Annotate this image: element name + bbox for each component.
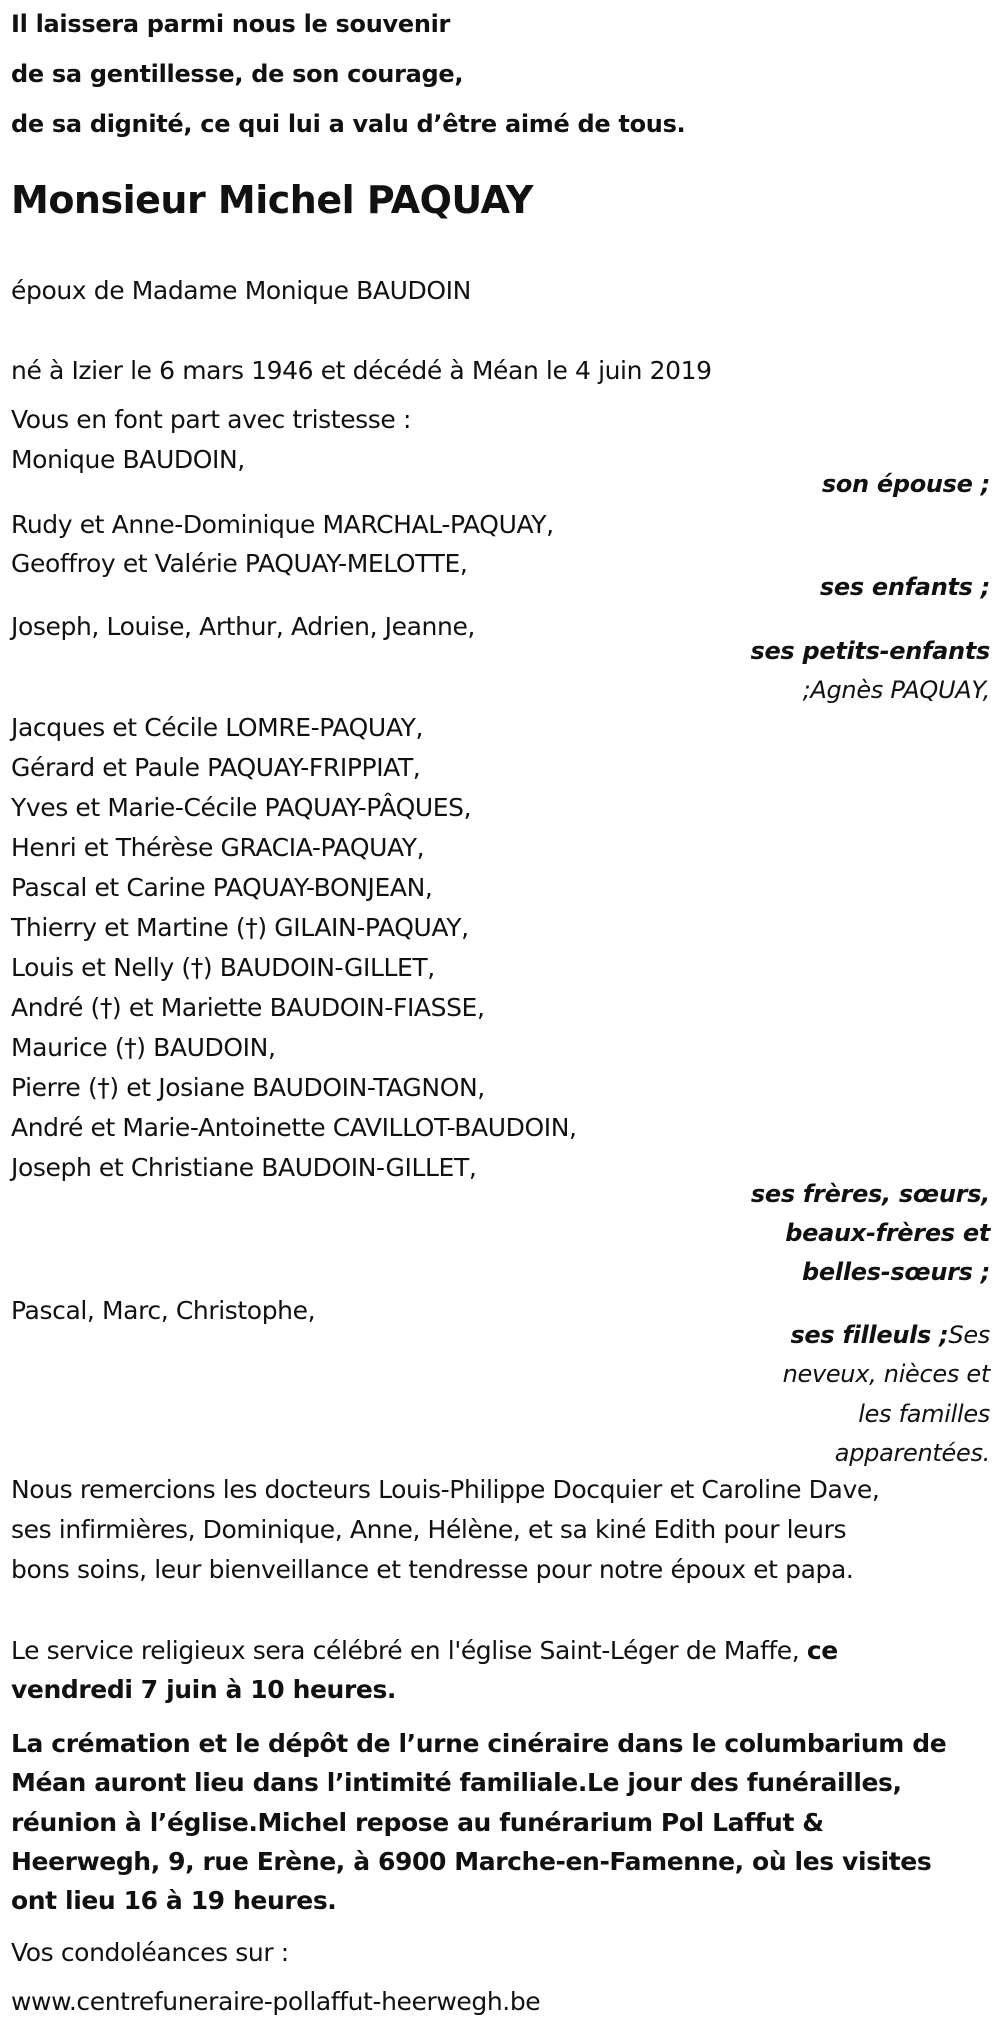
relation-extra: neveux, nièces et: [782, 1360, 990, 1388]
thanks-line: Nous remercions les docteurs Louis-Philippe Docquier et Caroline Dave,: [11, 1475, 880, 1504]
family-name: Pierre (†) et Josiane BAUDOIN-TAGNON,: [11, 1073, 485, 1102]
service-line: [11, 1636, 838, 1665]
cremation-line: Heerwegh, 9, rue Erène, à 6900 Marche-en-Famenne, où les visites: [11, 1847, 932, 1876]
cremation-line: ont lieu 16 à 19 heures.: [11, 1886, 337, 1915]
cremation-line: Méan auront lieu dans l’intimité familiale.Le jour des funérailles,: [11, 1768, 902, 1797]
family-name: Pascal, Marc, Christophe,: [11, 1296, 316, 1325]
family-name: André et Marie-Antoinette CAVILLOT-BAUDOIN,: [11, 1113, 577, 1142]
relation-extra: les familles: [858, 1400, 990, 1428]
family-name: Rudy et Anne-Dominique MARCHAL-PAQUAY,: [11, 510, 554, 539]
relation-extra: Ses: [948, 1321, 990, 1349]
family-name: Yves et Marie-Cécile PAQUAY-PÂQUES,: [11, 793, 472, 822]
relation-bold: ses filleuls ;: [790, 1321, 949, 1349]
family-name: Louis et Nelly (†) BAUDOIN-GILLET,: [11, 953, 435, 982]
family-name: Gérard et Paule PAQUAY-FRIPPIAT,: [11, 753, 421, 782]
relation-label: ses petits-enfants: [750, 637, 990, 665]
epitaph-line: de sa dignité, ce qui lui a valu d’être aimé de tous.: [11, 110, 686, 138]
cremation-line: La crémation et le dépôt de l’urne cinéraire dans le columbarium de: [11, 1729, 947, 1758]
spouse-line: époux de Madame Monique BAUDOIN: [11, 276, 471, 305]
thanks-line: ses infirmières, Dominique, Anne, Hélène, et sa kiné Edith pour leurs: [11, 1515, 847, 1544]
relation-extra: apparentées.: [834, 1439, 990, 1467]
family-name: Joseph et Christiane BAUDOIN-GILLET,: [11, 1153, 477, 1182]
relation-extra: ;Agnès PAQUAY,: [802, 676, 990, 704]
family-name: Jacques et Cécile LOMRE-PAQUAY,: [11, 713, 424, 742]
relation-label: ses enfants ;: [819, 573, 990, 601]
family-name: Geoffroy et Valérie PAQUAY-MELOTTE,: [11, 549, 468, 578]
family-name: Monique BAUDOIN,: [11, 445, 245, 474]
service-text: Le service religieux sera célébré en l'église Saint-Léger de Maffe,: [11, 1636, 807, 1665]
family-name: Thierry et Martine (†) GILAIN-PAQUAY,: [11, 913, 469, 942]
deceased-name: Monsieur Michel PAQUAY: [11, 178, 533, 222]
relation-label: son épouse ;: [821, 470, 990, 498]
condolences-label: Vos condoléances sur :: [11, 1938, 289, 1967]
family-name: Joseph, Louise, Arthur, Adrien, Jeanne,: [11, 612, 475, 641]
family-name: Maurice (†) BAUDOIN,: [11, 1033, 276, 1062]
thanks-line: bons soins, leur bienveillance et tendresse pour notre époux et papa.: [11, 1555, 854, 1584]
epitaph-line: de sa gentillesse, de son courage,: [11, 60, 464, 88]
family-name: Pascal et Carine PAQUAY-BONJEAN,: [11, 873, 433, 902]
family-name: Henri et Thérèse GRACIA-PAQUAY,: [11, 833, 425, 862]
condolences-link[interactable]: www.centrefuneraire-pollaffut-heerwegh.be: [11, 1987, 541, 2016]
cremation-line: réunion à l’église.Michel repose au funérarium Pol Laffut &: [11, 1808, 824, 1837]
relation-label: ses frères, sœurs,: [750, 1180, 990, 1208]
service-date: vendredi 7 juin à 10 heures.: [11, 1675, 397, 1704]
epitaph-line: Il laissera parmi nous le souvenir: [11, 10, 451, 38]
family-name: André (†) et Mariette BAUDOIN-FIASSE,: [11, 993, 485, 1022]
relation-label: belles-sœurs ;: [802, 1258, 990, 1286]
birth-death-line: né à Izier le 6 mars 1946 et décédé à Méan le 4 juin 2019: [11, 356, 712, 385]
service-bold: ce: [806, 1636, 838, 1665]
announcement-intro: Vous en font part avec tristesse :: [11, 405, 411, 434]
relation-label: beaux-frères et: [785, 1219, 990, 1247]
relation-label: [790, 1321, 990, 1349]
